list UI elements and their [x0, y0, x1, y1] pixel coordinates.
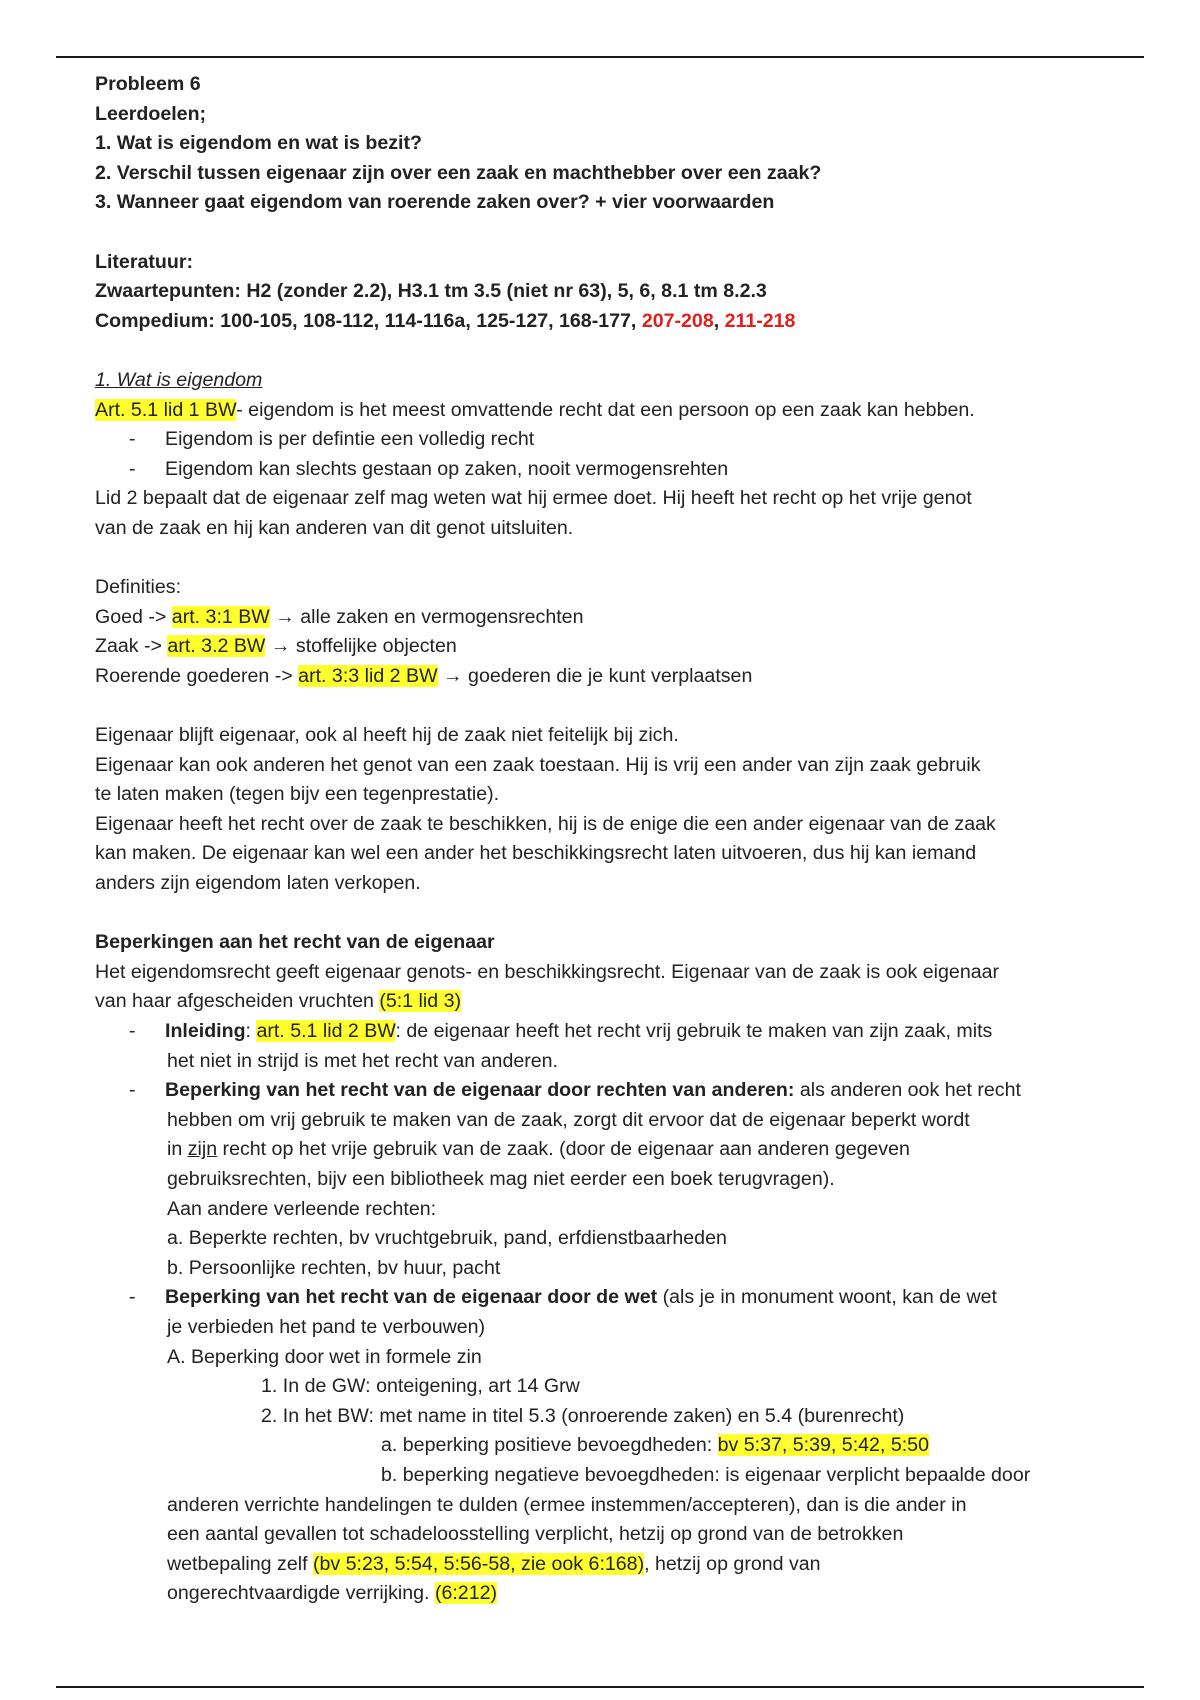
bullet-label: Inleiding — [165, 1020, 246, 1042]
top-rule — [56, 56, 1144, 58]
paragraph-line: Eigenaar kan ook anderen het genot van een zaak toestaan. Hij is vrij een ander van zijn zaak gebruik — [95, 753, 981, 776]
paragraph-text: van haar afgescheiden vruchten — [95, 990, 380, 1013]
paragraph-line: anders zijn eigendom laten verkopen. — [95, 872, 421, 895]
leerdoelen-label: Leerdoelen; — [95, 102, 207, 125]
lettered-text: ongerechtvaardigde verrijking. — [167, 1582, 435, 1605]
compendium-text: Compedium: 100-105, 108-112, 114-116a, 125-127, 168-177, — [95, 309, 642, 332]
bullet-dash: - — [129, 457, 136, 480]
definition-item — [95, 632, 1115, 662]
underlined-word: zijn — [187, 1138, 218, 1161]
definition-desc: → stoffelijke objecten — [265, 635, 457, 658]
bullet-item — [95, 1076, 1115, 1106]
paragraph-line: Eigenaar blijft eigenaar, ook al heeft hij de zaak niet feitelijk bij zich. — [95, 724, 679, 747]
sub-list-item: a. Beperkte rechten, bv vruchtgebruik, pand, erfdienstbaarheden — [167, 1227, 727, 1250]
goal-item: 3. Wanneer gaat eigendom van roerende zaken over? + vier voorwaarden — [95, 191, 775, 214]
lettered-item — [95, 1431, 1115, 1461]
beperkingen-heading: Beperkingen aan het recht van de eigenaar — [95, 931, 495, 954]
bullet-item — [95, 1283, 1115, 1313]
paragraph-line: Lid 2 bepaalt dat de eigenaar zelf mag weten wat hij ermee doet. Hij heeft het recht op het vrije genot — [95, 487, 972, 510]
definition-ref: art. 3.2 BW — [167, 635, 266, 658]
bullet-label: Beperking van het recht van de eigenaar door rechten van anderen: — [165, 1079, 795, 1102]
definition-ref: art. 3:3 lid 2 BW — [298, 664, 438, 687]
bullet-text: als anderen ook het recht — [794, 1079, 1021, 1102]
article-ref: art. 5.1 lid 2 BW — [256, 1020, 396, 1042]
bullet-text: Eigendom kan slechts gestaan op zaken, nooit vermogensrehten — [165, 457, 729, 480]
article-ref: (6:212) — [434, 1582, 498, 1605]
lettered-text: a. beperking positieve bevoegdheden: — [381, 1434, 718, 1457]
lettered-text: wetbepaling zelf — [167, 1552, 313, 1575]
sub-list-item: b. Persoonlijke rechten, bv huur, pacht — [167, 1256, 501, 1279]
bullet-item — [95, 455, 1115, 485]
definitions-label: Definities: — [95, 576, 182, 599]
bullet-dash: - — [129, 428, 136, 451]
bullet-dash: - — [129, 1020, 136, 1042]
bullet-continuation: Aan andere verleende rechten: — [167, 1197, 437, 1220]
article-ref: (5:1 lid 3) — [379, 990, 461, 1013]
paragraph-line: Het eigendomsrecht geeft eigenaar genots- en beschikkingsrecht. Eigenaar van de zaak is ook eigenaar — [95, 960, 1000, 983]
bullet-text: : de eigenaar heeft het recht vrij gebruik te maken van zijn zaak, mits — [395, 1020, 993, 1042]
paragraph-line: kan maken. De eigenaar kan wel een ander het beschikkingsrecht laten uitvoeren, dus hij kan iemand — [95, 842, 977, 865]
section-heading-text: 1. Wat is eigendom — [95, 368, 263, 391]
paragraph-line: van de zaak en hij kan anderen van dit genot uitsluiten. — [95, 516, 574, 539]
definition-ref: art. 3:1 BW — [171, 605, 270, 628]
paragraph-line: Eigenaar heeft het recht over de zaak te beschikken, hij is de enige die een ander eigenaar van de zaak — [95, 812, 996, 835]
bullet-text: recht op het vrije gebruik van de zaak. (door de eigenaar aan anderen gegeven — [217, 1138, 910, 1161]
paragraph-line — [95, 987, 1115, 1017]
article-line — [95, 396, 1115, 426]
literature-label: Literatuur: — [95, 250, 193, 273]
lettered-continuation: een aantal gevallen tot schadeloosstelling verplicht, hetzij op grond van de betrokken — [167, 1523, 904, 1546]
definition-term: Goed -> — [95, 605, 172, 628]
bullet-text: Eigendom is per defintie een volledig recht — [165, 428, 535, 451]
bullet-text: (als je in monument woont, kan de wet — [657, 1286, 997, 1309]
lettered-continuation — [95, 1550, 1115, 1580]
definition-item — [95, 603, 1115, 633]
bullet-item — [95, 1017, 1115, 1047]
lettered-item: b. beperking negatieve bevoegdheden: is eigenaar verplicht bepaalde door — [381, 1463, 1031, 1486]
article-ref: bv 5:37, 5:39, 5:42, 5:50 — [717, 1434, 929, 1457]
lettered-continuation — [95, 1579, 1115, 1609]
bullet-continuation: het niet in strijd is met het recht van anderen. — [167, 1049, 558, 1072]
numbered-item: 2. In het BW: met name in titel 5.3 (onroerende zaken) en 5.4 (burenrecht) — [261, 1404, 905, 1427]
lettered-continuation: anderen verrichte handelingen te dulden (ermee instemmen/accepteren), dan is die ander in — [167, 1493, 967, 1516]
document-page — [95, 70, 1115, 1609]
article-ref: (bv 5:23, 5:54, 5:56-58, zie ook 6:168) — [312, 1552, 645, 1575]
sub-list-item: A. Beperking door wet in formele zin — [167, 1345, 482, 1368]
bullet-item — [95, 425, 1115, 455]
article-ref: Art. 5.1 lid 1 BW — [95, 398, 237, 421]
definition-item — [95, 662, 1115, 692]
bullet-continuation: hebben om vrij gebruik te maken van de zaak, zorgt dit ervoor dat de eigenaar beperkt wordt — [167, 1108, 970, 1131]
goal-item: 1. Wat is eigendom en wat is bezit? — [95, 132, 422, 155]
numbered-item: 1. In de GW: onteigening, art 14 Grw — [261, 1375, 580, 1398]
definition-desc: → alle zaken en vermogensrechten — [269, 605, 584, 628]
lettered-text: , hetzij op grond van — [644, 1552, 821, 1575]
bottom-rule — [56, 1686, 1144, 1688]
zwaartepunten-line: Zwaartepunten: H2 (zonder 2.2), H3.1 tm 3.5 (niet nr 63), 5, 6, 8.1 tm 8.2.3 — [95, 280, 767, 303]
paragraph-line: te laten maken (tegen bijv een tegenprestatie). — [95, 783, 500, 806]
bullet-continuation: je verbieden het pand te verbouwen) — [167, 1315, 486, 1338]
section-heading — [95, 366, 1115, 396]
definition-term: Roerende goederen -> — [95, 664, 299, 687]
bullet-colon: : — [245, 1020, 257, 1042]
goal-item: 2. Verschil tussen eigenaar zijn over een zaak en machthebber over een zaak? — [95, 161, 822, 184]
bullet-continuation — [95, 1135, 1115, 1165]
definition-desc: → goederen die je kunt verplaatsen — [437, 664, 753, 687]
compendium-red-range: 211-218 — [724, 309, 796, 332]
article-text: - eigendom is het meest omvattende recht dat een persoon op een zaak kan hebben. — [236, 398, 975, 421]
compendium-red-range: 207-208 — [641, 309, 714, 332]
definition-term: Zaak -> — [95, 635, 168, 658]
doc-title: Probleem 6 — [95, 73, 201, 95]
bullet-dash: - — [129, 1079, 136, 1102]
bullet-dash: - — [129, 1286, 136, 1309]
bullet-label: Beperking van het recht van de eigenaar door de wet — [165, 1286, 658, 1309]
compendium-separator: , — [713, 309, 725, 332]
compendium-line — [95, 307, 1115, 337]
bullet-text: in — [167, 1138, 188, 1161]
bullet-continuation: gebruiksrechten, bijv een bibliotheek mag niet eerder een boek terugvragen). — [167, 1167, 835, 1190]
